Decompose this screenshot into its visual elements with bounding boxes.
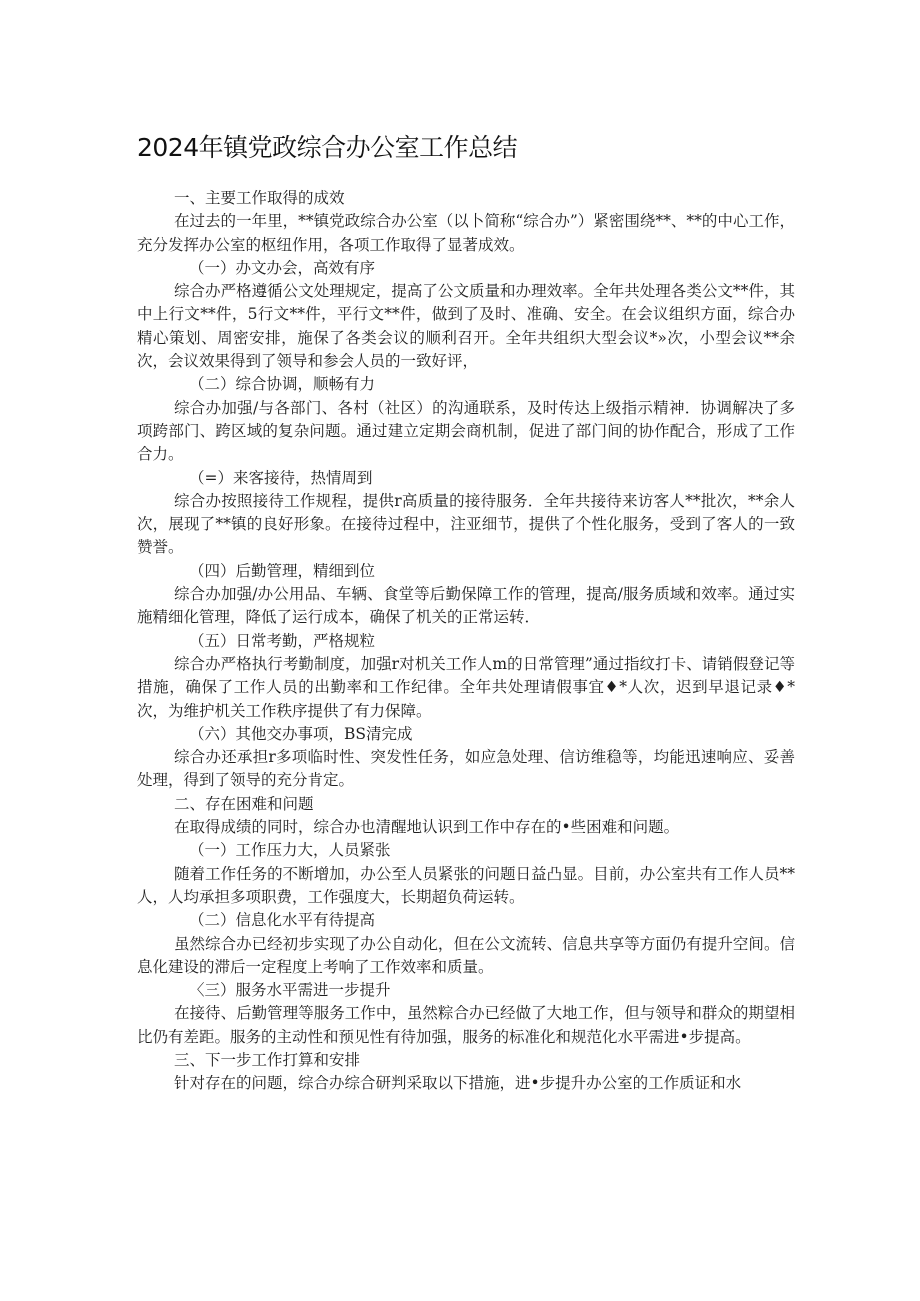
document-body (137, 187, 795, 1096)
subsection-text: 随着工作任务的不断增加，办公至人员紧张的问题日益凸显。目前，办公室共有工作人员**人，人均承担多项职费，工作强度大，长期超负荷运转。 (137, 864, 795, 906)
section-intro: 在过去的一年里，**镇党政综合办公室（以卜简称“综合办”）紧密围绕**、**的中心工作，充分发挥办公室的枢纽作用，各项工作取得了显著成效。 (137, 212, 795, 254)
subsection-heading: （二）信息化水平有待提高 (189, 911, 376, 930)
subsection-heading: （一）办文办会，高效有序 (189, 258, 376, 277)
document-title: 2024年镇党政综合办公室工作总结 (137, 133, 518, 162)
subsection-text: 综合办严格执行考勤制度，加强r对机关工作人m的日常管理”通过指纹打卡、请销假登记等措施，确保了工作人员的出勤率和工作纪律。全年共处理请假事宜♦*人次，迟到早退记录♦*次，为维护机关工作秩序提供了有力保障。 (137, 654, 795, 720)
subsection-text: 虽然综合办已经初步实现了办公自动化，但在公文流转、信息共享等方面仍有提升空间。信息化建设的滞后一定程度上考响了工作效率和质量。 (137, 934, 795, 976)
subsection-text: 综合办严格遵循公文处理规定，提高了公文质量和办理效率。全年共处理各类公文**件，其中上行文**件，5行文**件，平行文**件，做到了及时、准确、安全。在会议组织方面，综合办精心策划、周密安排，施保了各类会议的顺利召开。全年共组织大型会议*»次，小型会议**余次，会议效果得到了领导和参会人员的一致好评， (137, 282, 795, 371)
subsection-heading: （一）工作压力大，人员紧张 (189, 841, 391, 860)
subsection-heading: （=）来客接待，热情周到 (189, 468, 373, 487)
section-intro: 针对存在的问题，综合办综合研判采取以下措施，进•步提升办公室的工作质证和水 (174, 1074, 742, 1093)
subsection-heading: （四）后勤管理，精细到位 (189, 561, 376, 580)
subsection-heading: 〈三）服务水平需进一步提升 (189, 981, 391, 1000)
section-heading: 三、下一步工作打算和安排 (174, 1050, 361, 1069)
subsection-text: 综合办加强/办公用品、车辆、食堂等后勤保障工作的管理，提高/服务质域和效率。通过实施精细化管理，降低了运行成本，确保了机关的正常运转． (137, 585, 795, 627)
subsection-text: 综合办按照接待工作规程，提供r高质量的接待服务．全年共接待来访客人**批次，**余人次，展现了**镇的良好形象。在接待过程中，注亚细节，提供了个性化服务，受到了客人的一致赞誉。 (137, 491, 795, 557)
subsection-heading: （二）综合协调，顺畅有力 (189, 375, 376, 394)
section-heading: 二、存在困难和问题 (174, 794, 314, 813)
section-heading: 一、主要工作取得的成效 (174, 189, 345, 207)
subsection-heading: （五）日常考勤，严格规粒 (189, 631, 376, 650)
section-intro: 在取得成绩的同时，综合办也清醒地认识到工作中存在的•些困难和问题。 (174, 818, 680, 837)
subsection-text: 综合办还承担r多项临时性、突发性任务，如应急处理、信访维稳等，均能迅速响应、妥善处理，得到了领导的充分肯定。 (137, 748, 795, 790)
subsection-heading: （六）其他交办事项，BS清完成 (189, 724, 413, 743)
subsection-text: 在接待、后勤管理等服务工作中，虽然粽合办已经做了大地工作，但与领导和群众的期望相比仍有差距。服务的主动性和预见性有待加强，服务的标准化和规范化水平需进•步提高。 (137, 1004, 795, 1046)
subsection-text: 综合办加强/与各部门、各村（社区）的沟通联系，及时传达上级指示精神．协调解决了多项跨部门、跨区域的复杂问题。通过建立定期会商机制，促进了部门间的协作配合，形成了工作合力。 (137, 398, 795, 464)
